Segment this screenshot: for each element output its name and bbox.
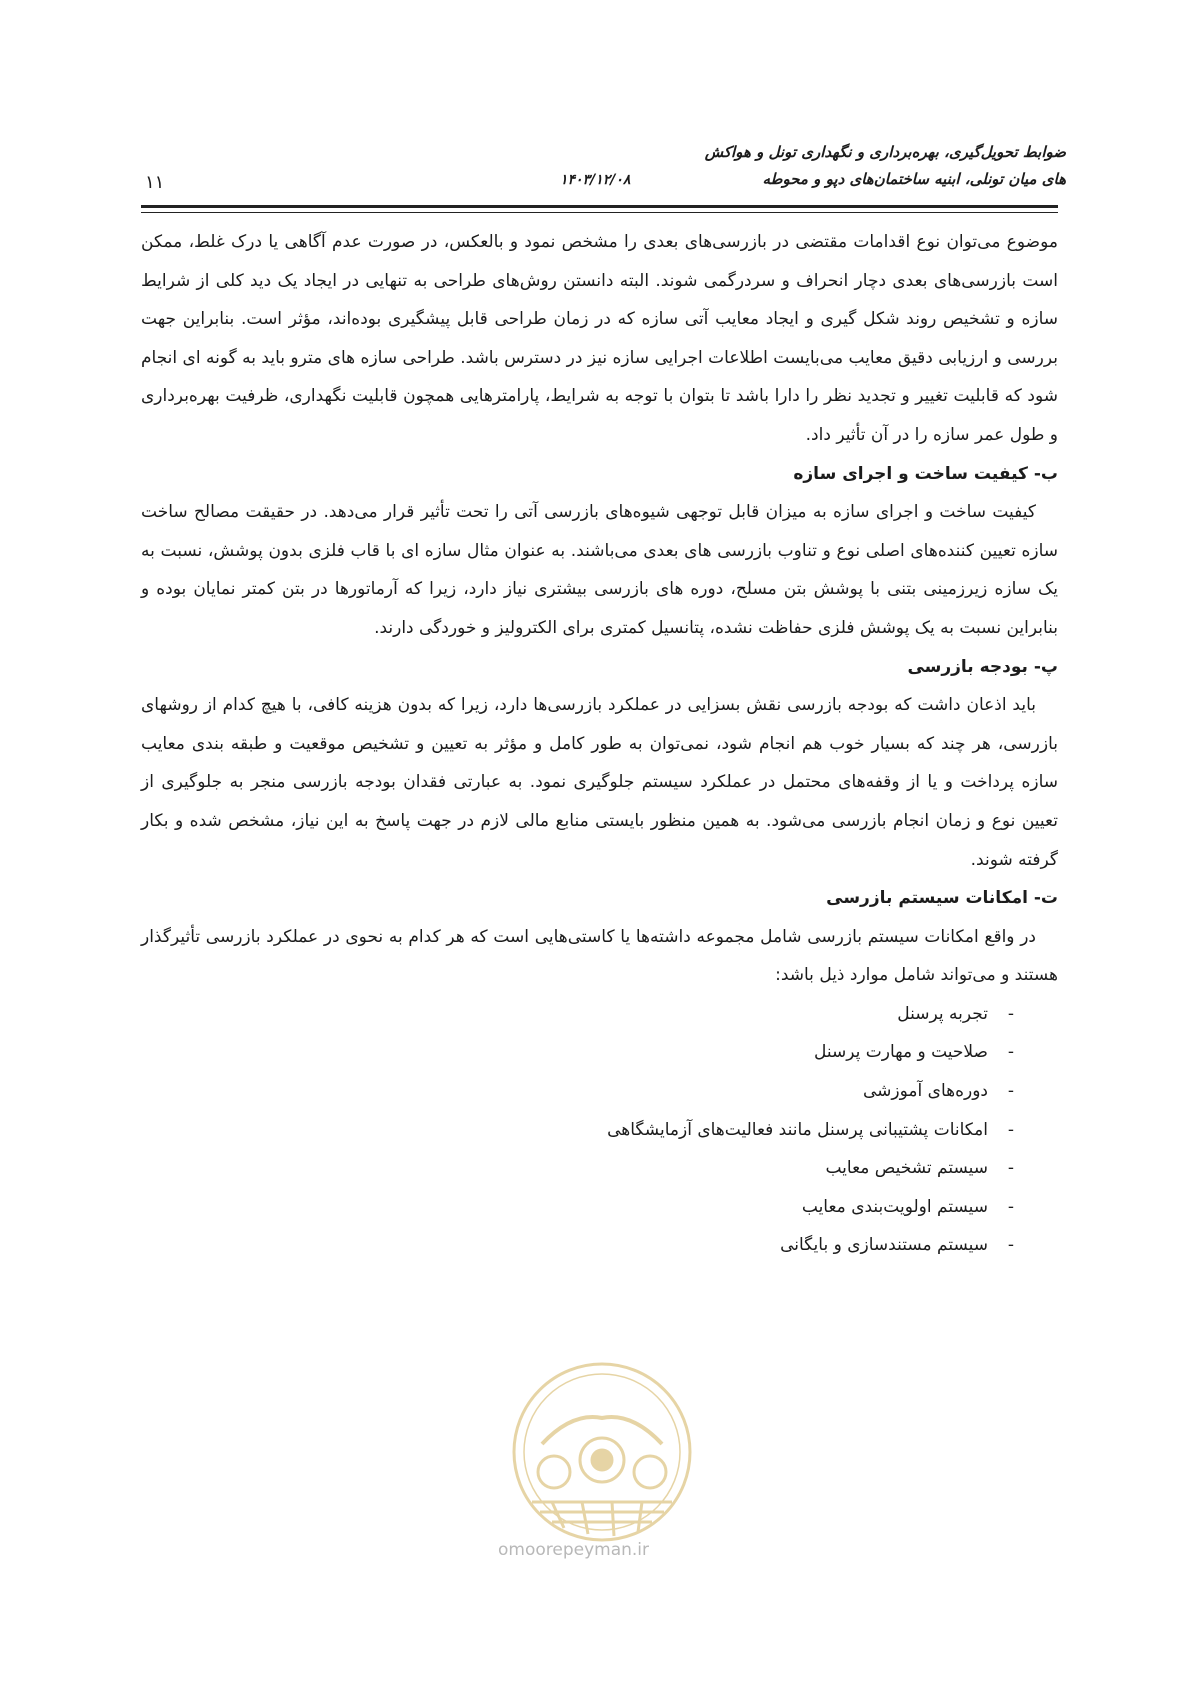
paragraph-3: باید اذعان داشت که بودجه بازرسی نقش بسزایی در عملکرد بازرسی‌ها دارد، زیرا که بدون هزینه کافی، با هیچ کدام از روشهای بازرسی، هر چند که بسیار خوب هم انجام شود، نمی‌توان به طور کامل و مؤثر به تعیین و تشخیص موقعیت و طبقه بندی معایب سازه پرداخت و یا از وقفه‌های محتمل در عملکرد سیستم جلوگیری نمود. به عبارتی فقدان بودجه بازرسی منجر به جلوگیری از تعیین نوع و زمان انجام بازرسی می‌شود. به همین منظور بایستی منابع مالی لازم در جهت پاسخ به این نیاز، مشخص شده و بکار گرفته شوند. [141,695,1058,870]
list-dash: - [1007,1119,1014,1140]
header-title: ضوابط تحویل‌گیری، بهره‌برداری و نگهداری تونل و هواکش [704,143,1066,161]
list-dash: - [1007,1081,1014,1102]
list-item: -صلاحیت و مهارت پرسنل [141,1033,1014,1072]
list-dash: - [1007,1042,1014,1063]
list-dash: - [1007,1235,1014,1256]
header-rule-thin [141,212,1058,213]
list-item: -تجربه پرسنل [141,995,1014,1034]
facilities-list [141,995,1014,1265]
section-heading-t: ت- امکانات سیستم بازرسی [826,888,1058,909]
section-heading-p: پ- بودجه بازرسی [907,656,1058,677]
paragraph-1: موضوع می‌توان نوع اقدامات مقتضی در بازرسی‌های بعدی را مشخص نمود و بالعکس، در صورت عدم آگاهی یا درک غلط، ممکن است بازرسی‌های بعدی دچار انحراف و سردرگمی شوند. البته دانستن روش‌های طراحی به تنهایی در ایجاد یک دید کلی از شرایط سازه و تشخیص روند شکل گیری و ایجاد معایب آتی سازه که در زمان طراحی قابل پیشگیری بوده‌اند، مؤثر است. بنابراین جهت بررسی و ارزیابی دقیق معایب می‌بایست اطلاعات اجرایی سازه نیز در دسترس باشد. طراحی سازه های مترو باید به گونه ای انجام شود که قابلیت تغییر و تجدید نظر را دارا باشد تا بتوان با توجه به شرایط، پارامترهایی همچون قابلیت نگهداری، ظرفیت بهره‌برداری و طول عمر سازه را در آن تأثیر داد. [141,232,1058,445]
list-item: -سیستم اولویت‌بندی معایب [141,1188,1014,1227]
list-item: -سیستم تشخیص معایب [141,1149,1014,1188]
header-rule-thick [141,205,1058,208]
paragraph-2: کیفیت ساخت و اجرای سازه به میزان قابل توجهی شیوه‌های بازرسی آتی را تحت تأثیر قرار می‌دهد. در حقیقت مصالح ساخت سازه تعیین کننده‌های اصلی نوع و تناوب بازرسی های بعدی می‌باشند. به عنوان مثال سازه ای با قاب فلزی بدون پوشش، نسبت به یک سازه زیرزمینی بتنی با پوشش بتن مسلح، دوره های بازرسی بیشتری نیاز دارد، زیرا که آرماتورها در بتن کمتر نمایان بوده و بنابراین نسبت به یک پوشش فلزی حفاظت نشده، پتانسیل کمتری برای الکترولیز و خوردگی دارند. [141,502,1058,638]
page-number: ۱۱ [145,172,165,193]
list-item: -دوره‌های آموزشی [141,1072,1014,1111]
list-dash: - [1007,1158,1014,1179]
list-dash: - [1007,1003,1014,1024]
document-body [141,223,1058,1265]
header-subtitle: های میان تونلی، ابنیه ساختمان‌های دپو و محوطه [762,170,1066,188]
section-heading-b: ب- کیفیت ساخت و اجرای سازه [793,463,1058,484]
list-item: -امکانات پشتیبانی پرسنل مانند فعالیت‌های آزمایشگاهی [141,1111,1014,1150]
watermark-stamp-logo [492,1352,712,1552]
paragraph-4: در واقع امکانات سیستم بازرسی شامل مجموعه داشته‌ها یا کاستی‌هایی است که هر کدام به نحوی در عملکرد بازرسی تأثیرگذار هستند و می‌تواند شامل موارد ذیل باشد: [141,926,1058,986]
watermark-site-text: omoorepeyman.ir [498,1540,650,1560]
list-dash: - [1007,1196,1014,1217]
list-item: -سیستم مستندسازی و بایگانی [141,1226,1014,1265]
header-date: ۱۴۰۳/۱۲/۰۸ [560,172,631,188]
